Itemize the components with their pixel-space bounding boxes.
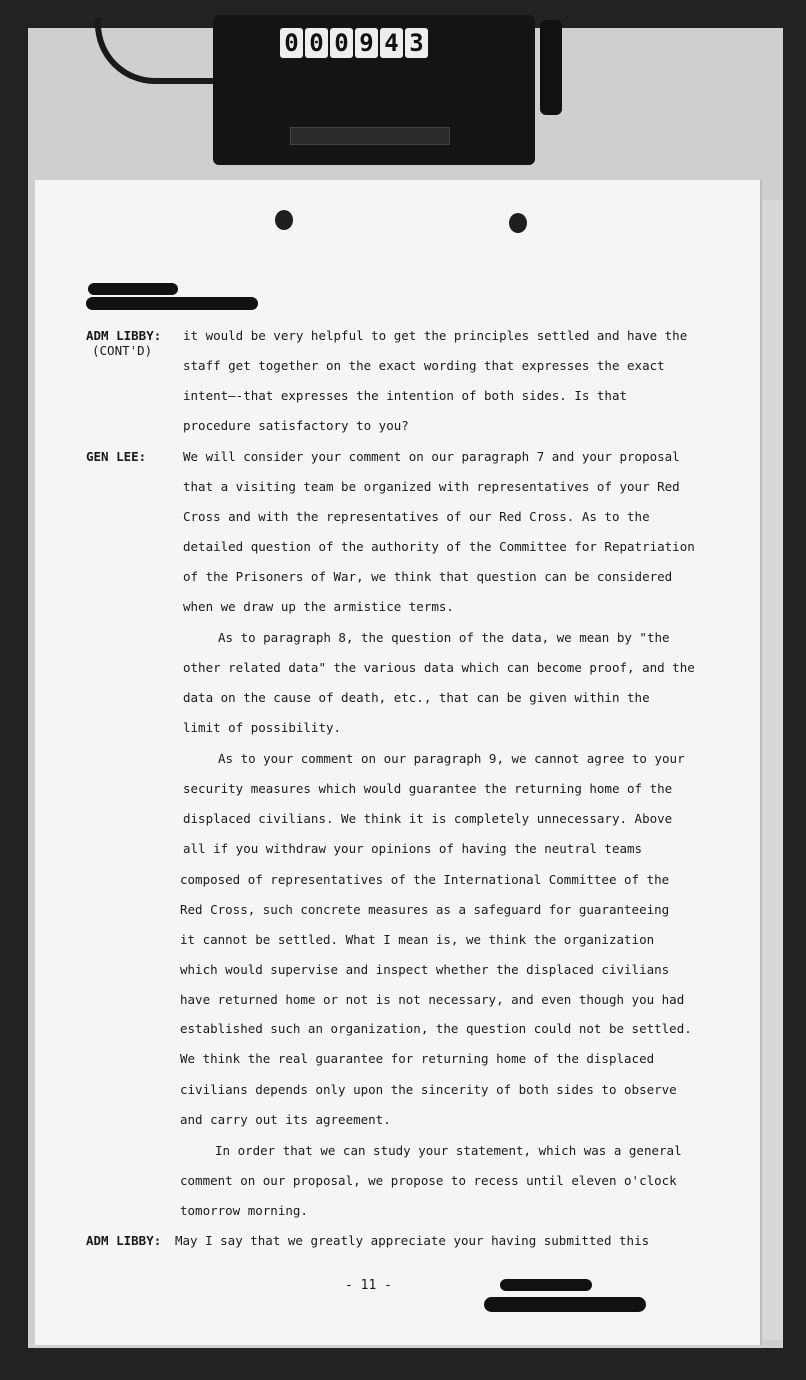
counter-digit: 9 — [355, 28, 378, 58]
text-line: established such an organization, the question could not be settled. — [180, 1021, 692, 1036]
text-line: displaced civilians. We think it is completely unnecessary. Above — [183, 811, 673, 826]
text-line: which would supervise and inspect whether the displaced civilians — [180, 962, 670, 977]
text-line: other related data" the various data which can become proof, and the — [183, 660, 695, 675]
text-line: detailed question of the authority of the Committee for Repatriation — [183, 539, 695, 554]
text-line: it cannot be settled. What I mean is, we think the organization — [180, 932, 655, 947]
text-line: it would be very helpful to get the principles settled and have the — [183, 328, 688, 343]
counter-digit: 4 — [380, 28, 403, 58]
text-line: We think the real guarantee for returning home of the displaced — [180, 1051, 655, 1066]
text-line: civilians depends only upon the sincerity of both sides to observe — [180, 1082, 677, 1097]
text-line: As to your comment on our paragraph 9, we cannot agree to your — [218, 751, 685, 766]
text-line: when we draw up the armistice terms. — [183, 599, 454, 614]
text-line: We will consider your comment on our paragraph 7 and your proposal — [183, 449, 680, 464]
speaker-label: ADM LIBBY: — [86, 1233, 162, 1248]
text-line: have returned home or not is not necessary, and even though you had — [180, 992, 685, 1007]
text-line: and carry out its agreement. — [180, 1112, 391, 1127]
text-line: Cross and with the representatives of our Red Cross. As to the — [183, 509, 650, 524]
counter-digit: 0 — [330, 28, 353, 58]
text-line: of the Prisoners of War, we think that question can be considered — [183, 569, 673, 584]
speaker-continued: (CONT'D) — [92, 343, 153, 358]
text-line: staff get together on the exact wording that expresses the exact — [183, 358, 665, 373]
text-line: tomorrow morning. — [180, 1203, 308, 1218]
counter-digit: 3 — [405, 28, 428, 58]
text-line: security measures which would guarantee the returning home of the — [183, 781, 673, 796]
text-line: In order that we can study your statement, which was a general — [215, 1143, 682, 1158]
text-line: intent—-that expresses the intention of both sides. Is that — [183, 388, 628, 403]
text-line: Red Cross, such concrete measures as a safeguard for guaranteeing — [180, 902, 670, 917]
page-number: - 11 - — [345, 1278, 392, 1293]
text-line: limit of possibility. — [183, 720, 342, 735]
text-line: comment on our proposal, we propose to recess until eleven o'clock — [180, 1173, 677, 1188]
text-line: procedure satisfactory to you? — [183, 418, 409, 433]
counter-digit: 0 — [280, 28, 303, 58]
speaker-label: GEN LEE: — [86, 449, 147, 464]
speaker-label: ADM LIBBY: — [86, 328, 162, 343]
counter-digit: 0 — [305, 28, 328, 58]
text-line: that a visiting team be organized with representatives of your Red — [183, 479, 680, 494]
text-line: composed of representatives of the International Committee of the — [180, 872, 670, 887]
text-line: all if you withdraw your opinions of having the neutral teams — [183, 841, 643, 856]
text-line: May I say that we greatly appreciate your having submitted this — [175, 1233, 650, 1248]
text-line: As to paragraph 8, the question of the data, we mean by "the — [218, 630, 670, 645]
text-line: data on the cause of death, etc., that can be given within the — [183, 690, 650, 705]
